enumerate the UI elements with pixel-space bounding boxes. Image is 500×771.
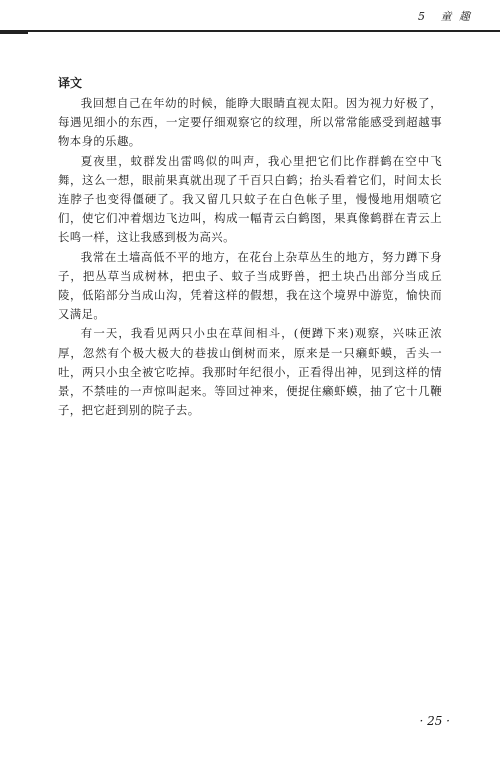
header-rule (0, 30, 500, 32)
chapter-number: 5 (418, 10, 427, 23)
paragraph-3: 我常在土墙高低不平的地方，在花台上杂草丛生的地方，努力蹲下身子，把丛草当成树林，把虫子、蚊子当成野兽，把土块凸出部分当成丘陵，低陷部分当成山沟，凭着这样的假想，我在这个境界中游览，愉快而又满足。 (58, 249, 442, 322)
body-text (58, 94, 442, 420)
header-rule-accent (0, 30, 28, 34)
paragraph-1: 我回想自己在年幼的时候，能睁大眼睛直视太阳。因为视力好极了，每遇见细小的东西，一定要仔细观察它的纹理，所以常常能感受到超越事物本身的乐趣。 (58, 96, 442, 149)
paragraph-4: 有一天，我看见两只小虫在草间相斗，(便蹲下来)观察，兴味正浓厚，忽然有个极大极大的巷拔山倒树而来，原来是一只癞虾蟆，舌头一吐，两只小虫全被它吃掉。我那时年纪很小，正看得出神，见到这样的情景，不禁哇的一声惊叫起来。等回过神来，便捉住癞虾蟆，抽了它十几鞭子，把它赶到别的院子去。 (58, 326, 442, 418)
page-number: · 25 · (419, 714, 450, 728)
section-heading: 译文 (58, 76, 83, 90)
paragraph-2: 夏夜里，蚊群发出雷鸣似的叫声，我心里把它们比作群鹤在空中飞舞，这么一想，眼前果真就出现了千百只白鹤；抬头看着它们，时间太长连脖子也变得僵硬了。我又留几只蚊子在白色帐子里，慢慢地用烟喷它们，使它们冲着烟边飞边叫，构成一幅青云白鹤图，果真像鹤群在青云上长鸣一样，这让我感到极为高兴。 (58, 153, 442, 245)
chapter-title: 童 趣 (440, 10, 472, 23)
running-head (418, 8, 472, 24)
